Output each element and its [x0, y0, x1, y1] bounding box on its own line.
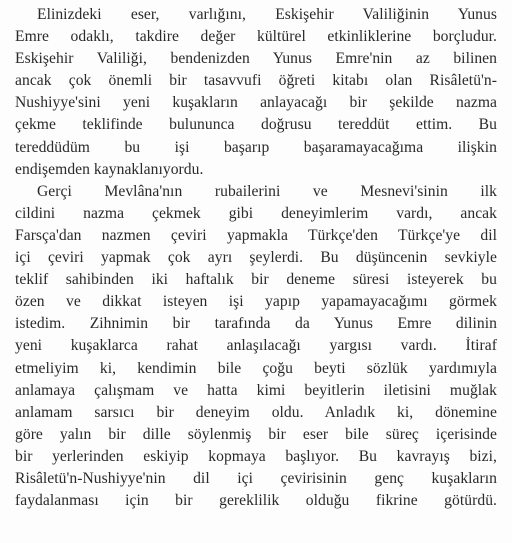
- text-line: Elinizdeki eser, varlığını, Eskişehir Valiliğinin Yunus: [37, 6, 497, 23]
- text-line: Nushiyye'sini yeni kuşakların anlayacağı bir şekilde nazma: [15, 94, 497, 112]
- text-line: ancak çok önemli bir tasavvufi öğreti kitabı olan Risâletü'n-: [15, 72, 497, 90]
- paragraph-2: [15, 181, 497, 512]
- text-line: etmeliyim ki, kendimin bile çoğu beyti sözlük yardımıyla: [15, 359, 497, 377]
- text-line: bir yerlerinden eskiyip kopmaya başlıyor. Bu kavrayış bizi,: [15, 447, 497, 465]
- text-line: anlamaya çalışmam ve hatta kimi beyitlerin iletisini muğlak: [15, 381, 497, 399]
- paragraph-1: [15, 4, 497, 181]
- text-line: anlamam sarsıcı bir deneyim oldu. Anladık ki, dönemine: [15, 403, 497, 421]
- text-line: yeni kuşaklarca rahat anlaşılacağı yargısı vardı. İtiraf: [15, 337, 497, 355]
- text-line: Emre odaklı, takdire değer kültürel etkinliklerine borçludur.: [15, 28, 497, 46]
- text-line: endişemden kaynaklanıyordu.: [15, 160, 204, 178]
- text-line: içi çeviri yapmak çok ayrı şeylerdi. Bu düşüncenin sevkiyle: [15, 249, 497, 267]
- text-line: Risâletü'n-Nushiyye'nin dil içi çevirisinin genç kuşakların: [15, 469, 497, 487]
- text-line: Gerçi Mevlâna'nın rubailerini ve Mesnevi'sinin ilk: [37, 182, 497, 200]
- text-line: Farsça'dan nazmen çeviri yapmakla Türkçe'den Türkçe'ye dil: [15, 226, 497, 244]
- text-line: tereddüdüm bu işi başarıp başaramayacağıma ilişkin: [15, 138, 497, 156]
- text-line: çekme teklifinde bulununca doğrusu tereddüt ettim. Bu: [15, 116, 497, 134]
- text-line: faydalanması için bir gereklilik olduğu fikrine götürdü.: [15, 492, 497, 510]
- text-line: istedim. Zihnimin bir tarafında da Yunus Emre dilinin: [15, 315, 497, 333]
- text-line: teklif sahibinden iki haftalık bir deneme süresi isteyerek bu: [15, 271, 497, 289]
- text-line: göre yalın bir dille söylenmiş bir eser bile süreç içerisinde: [15, 425, 497, 443]
- text-line: cildini nazma çekmek gibi deneyimlerim vardı, ancak: [15, 204, 497, 222]
- text-line: Eskişehir Valiliği, bendenizden Yunus Emre'nin az bilinen: [15, 50, 497, 68]
- body-text: [15, 4, 497, 512]
- text-line: özen ve dikkat isteyen işi yapıp yapamayacağımı görmek: [15, 293, 497, 311]
